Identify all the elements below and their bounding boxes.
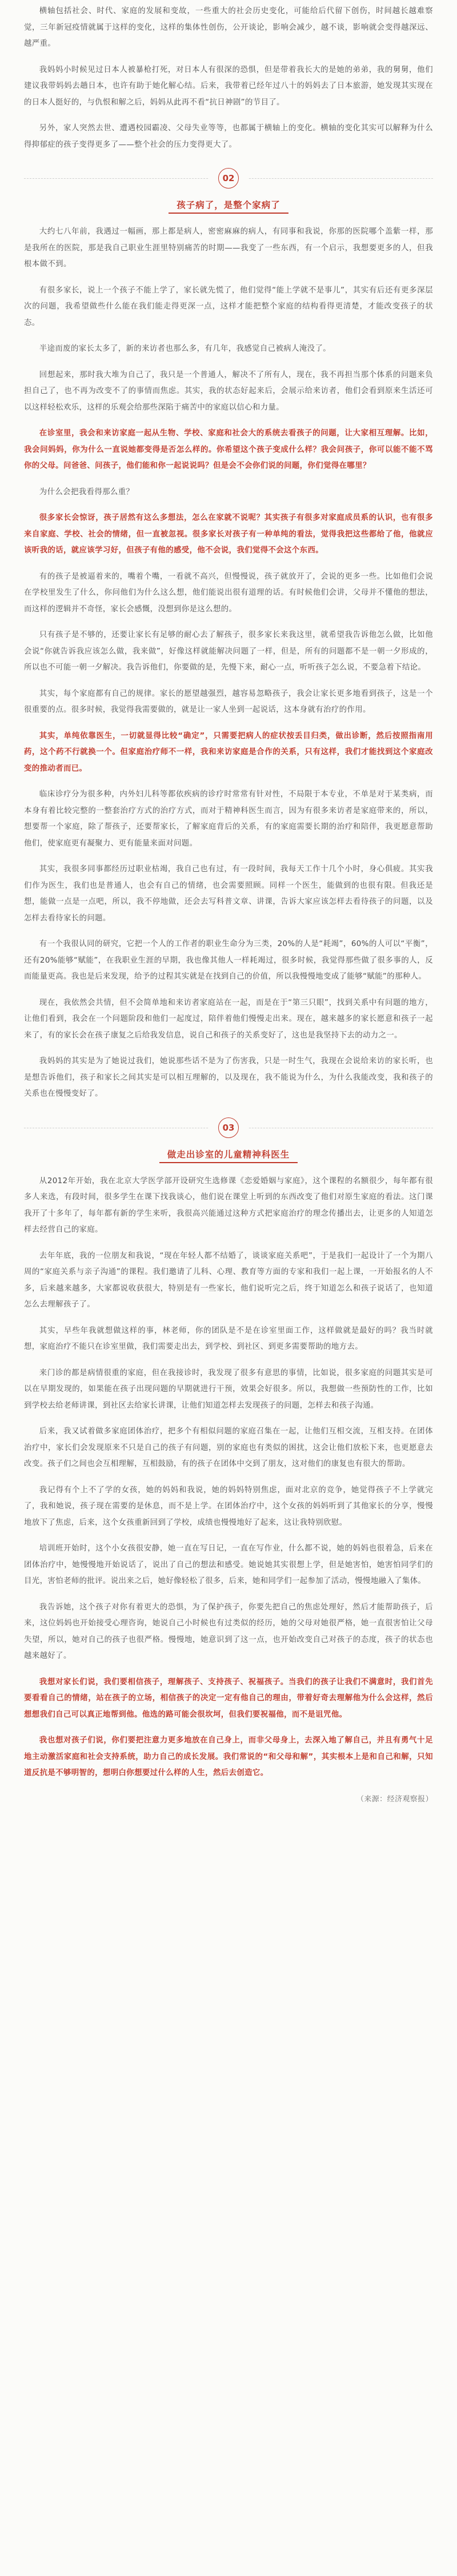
- paragraph: 来门诊的都是病情很重的家庭，但在我接诊时，我发现了很多有意思的事情，比如说，很多家庭的问题其实是可以在早期发现的，如果能在孩子出现问题的早期就进行干预，效果会好很多。所以，我想做一些预防性的工作，比如到学校去给老师讲课，到社区去给家长讲课，让他们知道怎样去发现孩子的问题，怎样去和孩子沟通。: [24, 1368, 433, 1410]
- paragraph: 我想对家长们说，我们要相信孩子，理解孩子、支持孩子、祝福孩子。当我们的孩子让我们不满意时，我们首先要看看自己的情绪，站在孩子的立场，相信孩子的决定一定有他自己的理由，带着好奇去理解他为什么会这样，然后想想我们自己可以真正地帮到他。他选的路可能会很坎坷，但我们要祝福他，而不是诅咒他。: [24, 1677, 433, 1719]
- article-section: [24, 3, 433, 153]
- paragraph: 从2012年开始，我在北京大学医学部开设研究生选修课《恋爱婚姻与家庭》，这个课程的名额很少，每年都有很多人来选，有段时间，很多学生在课下找我谈心，他们说在课堂上听到的东西改变了他们对原生家庭的看法。这门课我开了十多年了，每年都有新的学生来听，我很高兴能通过这种方式把家庭治疗的理念传播出去，让更多的人知道怎样去经营自己的家庭。: [24, 1176, 433, 1234]
- article-section: [24, 1115, 433, 1665]
- section-title: 做走出诊室的儿童精神科医生: [159, 1146, 298, 1163]
- paragraph: 培训班开始时，这个小女孩很安静，她一直在写日记，一直在写作业，什么都不说，她的妈妈也很着急，后来在团体治疗中，她慢慢地开始说话了，说出了自己的想法和感受。她说她其实很想上学，但是她害怕，她害怕同学们的目光，害怕老师的批评。说出来之后，她好像轻松了很多，后来，她和同学们一起参加了活动，慢慢地融入了集体。: [24, 1544, 433, 1585]
- paragraph: 我妈妈小时候见过日本人被暴枪打死，对日本人有很深的恐惧，但是带着我长大的是她的弟弟，我的舅舅，他们建议我带妈妈去趟日本，也许有助于她化解心结。后来，我带着已经年过八十的妈妈去了日本旅游，她发现其实现在的日本人挺好的，与仇恨和解之后，妈妈从此再不看“抗日神剧”的节目了。: [24, 65, 433, 107]
- paragraph: 我告诉她，这个孩子对你有着更大的恐惧，为了保护孩子，你要先把自己的焦虑处理好，然后才能帮助孩子，后来，这位妈妈也开始接受心理咨询，她说自己小时候也有过类似的经历，她的父母对她很严格，她一直很害怕让父母失望，所以，她对自己的孩子也很严格。慢慢地，她意识到了这一点，也开始改变自己对孩子的态度，孩子的状态也越来越好了。: [24, 1603, 433, 1660]
- paragraph: 为什么会把我看得那么重？: [39, 487, 134, 496]
- paragraph: 我妈妈的其实是为了她说过我们，她说那些话不是为了伤害我，只是一时生气，我现在会说给来访的家长听，也是想告诉他们，孩子和家长之间其实是可以相互理解的，以及现在，我不能说为什么，为什么我能改变，我和孩子的关系也在慢慢变好了。: [24, 1057, 433, 1098]
- paragraph: 只有孩子是不够的，还要让家长有足够的耐心去了解孩子，很多家长来我这里，就希望我告诉他怎么做，比如他会说“你就告诉我应该怎么做，我来做”，好像这样就能解决问题了一样，但是，所有的问题都不是一朝一夕形成的，所以也不可能一朝一夕解决。我告诉他们，你要做的是，先慢下来，耐心一点，听听孩子怎么说，不要急着下结论。: [24, 631, 433, 672]
- paragraph: 我记得有个上不了学的女孩，她的妈妈和我说，她的妈妈特别焦虑，面对北京的竞争，她觉得孩子不上学就完了，我和她说，孩子现在需要的是休息，而不是上学。在团体治疗中，这个女孩的妈妈听到了其他家长的分享，慢慢地放下了焦虑，后来，这个女孩重新回到了学校，成绩也慢慢地好了起来，这让我特别欣慰。: [24, 1485, 433, 1527]
- paragraph: 我也想对孩子们说，你们要把注意力更多地放在自己身上，而非父母身上，去深入地了解自己，并且有勇气十足地主动激活家庭和社会支持系统，助力自己的成长发展。我们常说的“和父母和解”，其实根本上是和自己和解，只知道反抗是不够明智的，想明白你想要过什么样的人生，然后去创造它。: [24, 1736, 433, 1777]
- paragraph: 横轴包括社会、时代、家庭的发展和变故，一些重大的社会历史变化，可能给后代留下创伤，时间越长越难察觉，三年新冠疫情就属于这样的变化，这样的集体性创伤，公开谈论，影响会减少，越不谈，影响就会变得越深远、越严重。: [24, 7, 433, 48]
- paragraph: 现在，我依然会共情，但不会简单地和来访者家庭站在一起，而是在于“第三只眼”，找到关系中有问题的地方，让他们看到，我会在一个问题阶段和他们一起度过，陪伴着他们慢慢走出来。现在，越来越多的家长愿意和孩子一起来了，有的家长会在孩子康复之后给我发信息，说自己和孩子的关系变好了，这也是我坚持下去的动力之一。: [24, 998, 433, 1040]
- article-section: [24, 166, 433, 1103]
- paragraph: 其实，早些年我就想做这样的事，林老师，你的团队是不是在诊室里面工作，这样做就是最好的吗？我当时就想，家庭治疗不能只在诊室里做，我们需要走出去，到学校、到社区、到更多需要帮助的地方去。: [24, 1326, 433, 1351]
- paragraph: 大约七八年前，我遇过一幅画，那上都是病人，密密麻麻的病人，有同事和我说，你那的医院哪个盖紫一样，那是我所在的医院，那是我自己职业生涯里特别痛苦的时期——我变了一些东西，有一个启示，我想要更多的人，但我根本做不到。: [24, 227, 433, 269]
- section-header: [24, 166, 433, 214]
- paragraph: 很多家长会惊讶，孩子居然有这么多想法，怎么在家就不说呢？其实孩子有很多对家庭成员系的认识，也有很多来自家庭、学校、社会的情绪，但一直被忽视。很多家长对孩子有一种单纯的看法，觉得我把这些都给了他，他就应该听我的话，就应该学习好，但孩子有他的感受，他不会说，我们觉得不会这个东西。: [24, 514, 433, 555]
- paragraph: 另外，家人突然去世、遭遇校园霸凌、父母失业等等，也都属于横轴上的变化。横轴的变化其实可以解释为什么得抑郁症的孩子变得更多了——整个社会的压力变得更大了。: [24, 124, 433, 149]
- section-header: [24, 1115, 433, 1163]
- paragraph: 有很多家长，说上一个孩子不能上学了，家长就先慌了，他们觉得“能上学就不是事儿”，其实有后还有更多深层次的问题，我希望做些什么能在我们能走得更深一点，这样才能把整个家庭的结构看得更清楚，才能改变孩子的状态。: [24, 286, 433, 327]
- article-section: [24, 1674, 433, 1808]
- section-number-row: [24, 1115, 433, 1140]
- paragraph: 有的孩子是被逼着来的，嘴着个嘴，一看就不高兴，但慢慢说，孩子就放开了，会说的更多一些。比如他们会说在学校里发生了什么，你问他们为什么这么想，他们能说出很有道理的话。有时候他们会讲，父母并不懂他的想法，而这样的逻辑并不奇怪，家长会感慨，没想到你是这么想的。: [24, 572, 433, 614]
- section-title: 孩子病了，是整个家病了: [169, 197, 288, 214]
- paragraph: 有一个我很认同的研究，它把一个人的工作者的职业生命分为三类，20%的人是“耗竭”，60%的人可以“平衡”，还有20%能够“赋能”，在我职业生涯的早期，我也像其他人一样耗竭过，很多时候，我觉得那些做了很多事的人，反而能量更高。我也是后来发现，给予的过程其实就是在找到自己的价值，所以我慢慢地变成了能够“赋能”的那种人。: [24, 940, 433, 981]
- section-number-badge: [209, 168, 248, 189]
- section-number: 02: [218, 168, 239, 189]
- paragraph: 回想起来，那时我大堆为自己了，我只是一个普通人，解决不了所有人，现在，我不再担当那个体系的问题来负担自己了，也不再为改变不了的事情而焦虑。其实，我的状态好起来后，会展示给来访者，他们会看到原来生活还可以这样轻松欢乐，这样的乐观会给那些深陷于痛苦中的家庭以信心和力量。: [24, 370, 433, 412]
- paragraph: 去年年底，我的一位朋友和我说，“现在年轻人都不结婚了，谈谈家庭关系吧”，于是我们一起设计了一个为期八周的“家庭关系与亲子沟通”的课程。我们邀请了儿科、心理、教育等方面的专家和我们一起上课，一开始报名的人不多，后来越来越多，大家都说收获很大，特别是有一些家长，他们说听完之后，终于知道怎么和孩子说话了，也知道怎么去理解孩子了。: [24, 1251, 433, 1309]
- paragraph: 其实，每个家庭都有自己的规律。家长的愿望越强烈，越容易忽略孩子，我会让家长更多地看到孩子，这是一个很重要的点。很多时候，我觉得我需要做的，就是让一家人坐到一起说话，这本身就有治疗的作用。: [24, 689, 433, 714]
- section-number: 03: [218, 1117, 239, 1138]
- section-number-badge: [209, 1117, 248, 1138]
- source-credit: （来源：经济观察报）: [356, 1794, 433, 1804]
- paragraph: 半途而废的家长太多了，新的来访者也那么多，有几年，我感觉自己被病人淹没了。: [39, 344, 331, 353]
- paragraph: 临床诊疗分为很多种，内外妇儿科等都依疾病的诊疗时常常有针对性，不局限于本专业，不单是对于某类病，而本身有着比较完整的一整套治疗方式的治疗方式，而对于精神科医生而言，因为有很多来访者是家庭带来的，所以，想要帮一个家庭，除了帮孩子，还要帮家长，了解家庭背后的关系，有的家庭需要长期的治疗和陪伴，我更愿意帮助他们，使家庭更有凝聚力、更有能量来面对问题。: [24, 790, 433, 848]
- paragraph: 后来，我又试着做多家庭团体治疗，把多个有相似问题的家庭召集在一起，让他们互相交流，互相支持。在团体治疗中，家长们会发现原来不只是自己的孩子有问题，别的家庭也有类似的困扰，这会让他们放松下来，也更愿意去改变。孩子们之间也会互相理解，互相鼓励，有的孩子在团体中交到了朋友，这对他们的康复也有很大的帮助。: [24, 1427, 433, 1468]
- section-number-row: [24, 166, 433, 191]
- paragraph: 在诊室里，我会和来访家庭一起从生物、学校、家庭和社会大的系统去看孩子的问题，让大家相互理解。比如，我会问妈妈，你为什么一直说她都变得是否怎么样的。你希望这个孩子变成什么样？我会问孩子，你可以能不能不骂你的父母。问爸爸、问孩子，他们能和你一起说说吗？但是会不会你们说的问题，你们觉得在哪里？: [24, 429, 433, 470]
- paragraph: 其实，我很多同事都经历过职业枯竭，我自己也有过，有一段时间，我每天工作十几个小时，身心俱疲。其实我们作为医生，我们也是普通人，也会有自己的情绪，也会需要照顾。同样一个医生，能做到的也很有限。但我还是想，能做一点是一点吧，所以，我不停地做，还会去写科普文章、讲课，告诉大家应该怎样去看待孩子的问题，以及怎样去看待家长的问题。: [24, 865, 433, 923]
- paragraph: 其实，单纯依靠医生，一切就显得比较“确定”，只需要把病人的症状按丢目归类，做出诊断，然后按照指南用药，这个药不行就换一个。但家庭治疗师不一样，我和来访家庭是合作的关系，只有这样，我们才能找到这个家庭改变的推动者而已。: [24, 731, 433, 773]
